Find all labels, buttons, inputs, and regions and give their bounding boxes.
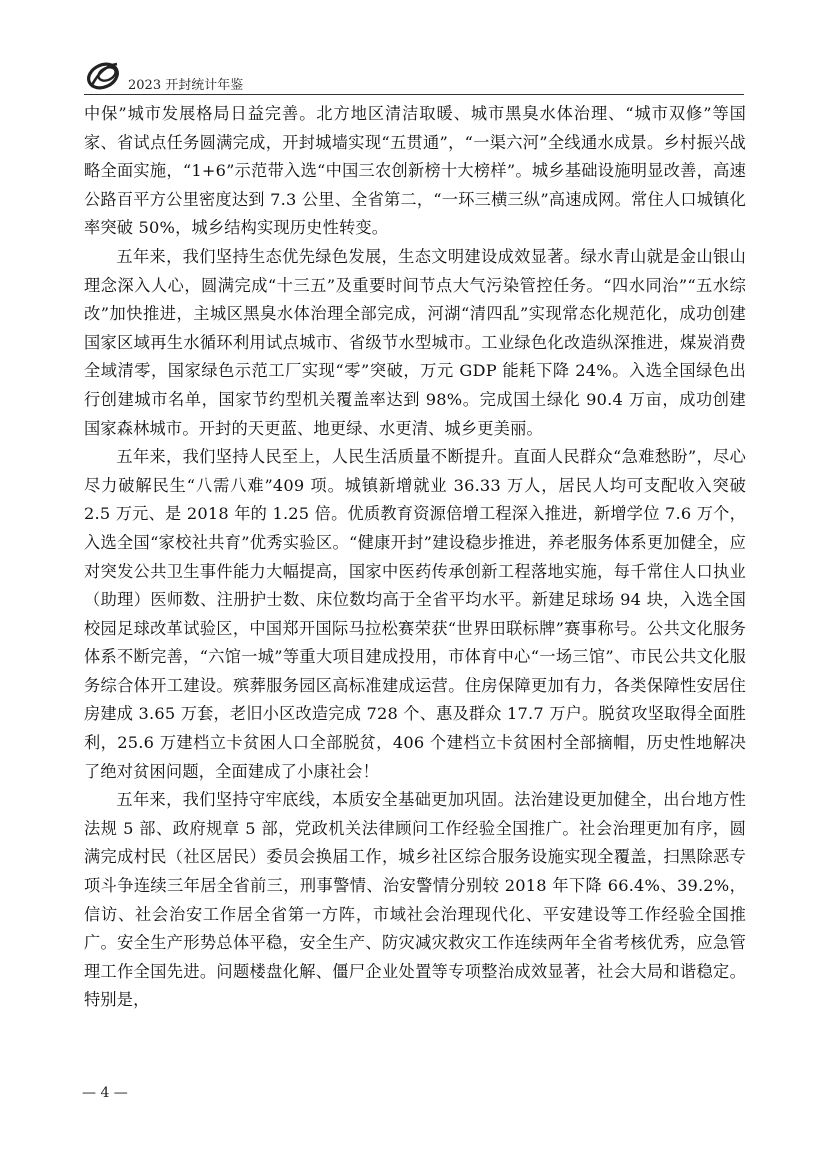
page-number: — 4 — xyxy=(82,1085,128,1101)
paragraph-livelihood: 五年来，我们坚持人民至上，人民生活质量不断提升。直面人民群众“急难愁盼”，尽心尽力破解民生“八需八难”409 项。城镇新增就业 36.33 万人，居民人均可支配收入突破 2.5 万元、是 2018 年的 1.25 倍。优质教育资源倍增工程深入推进，新增学位 7.6 万个，入选全国“家校社共育”优秀实验区。“健康开封”建设稳步推进，养老服务体系更加健全，应对突发公共卫生事件能力大幅提高，国家中医药传承创新工程落地实施，每千常住人口执业（助理）医师数、注册护士数、床位数均高于全省平均水平。新建足球场 94 块，入选全国校园足球改革试验区，中国郑开国际马拉松赛荣获“世界田联标牌”赛事称号。公共文化服务体系不断完善，“六馆一城”等重大项目建成投用，市体育中心“一场三馆”、市民公共文化服务综合体开工建设。殡葬服务园区高标准建成运营。住房保障更加有力，各类保障性安居住房建成 3.65 万套，老旧小区改造完成 728 个、惠及群众 17.7 万户。脱贫攻坚取得全面胜利，25.6 万建档立卡贫困人口全部脱贫，406 个建档立卡贫困村全部摘帽，历史性地解决了绝对贫困问题，全面建成了小康社会！ xyxy=(84,447,746,781)
document-body xyxy=(84,100,746,1015)
yearbook-title: 2023 开封统计年鉴 xyxy=(128,78,244,93)
paragraph-ecology: 五年来，我们坚持生态优先绿色发展，生态文明建设成效显著。绿水青山就是金山银山理念深入人心，圆满完成“十三五”及重要时间节点大气污染管控任务。“四水同治”“五水综改”加快推进，主城区黑臭水体治理全部完成，河湖“清四乱”实现常态化规范化，成功创建国家区域再生水循环利用试点城市、省级节水型城市。工业绿色化改造纵深推进，煤炭消费全域清零，国家绿色示范工厂实现“零”突破，万元 GDP 能耗下降 24%。入选全国绿色出行创建城市名单，国家节约型机关覆盖率达到 98%。完成国土绿化 90.4 万亩，成功创建国家森林城市。开封的天更蓝、地更绿、水更清、城乡更美丽。 xyxy=(84,246,746,438)
paragraph-continuation: 中保”城市发展格局日益完善。北方地区清洁取暖、城市黑臭水体治理、“城市双修”等国家、省试点任务圆满完成，开封城墙实现“五贯通”，“一渠六河”全线通水成景。乡村振兴战略全面实施，“1+6”示范带入选“中国三农创新榜十大榜样”。城乡基础设施明显改善，高速公路百平方公里密度达到 7.3 公里、全省第二，“一环三横三纵”高速成网。常住人口城镇化率突破 50%，城乡结构实现历史性转变。 xyxy=(84,104,746,238)
page-header xyxy=(84,58,744,98)
header-divider xyxy=(84,94,744,95)
yearbook-logo-icon xyxy=(84,58,124,94)
paragraph-safety: 五年来，我们坚持守牢底线，本质安全基础更加巩固。法治建设更加健全，出台地方性法规 5 部、政府规章 5 部，党政机关法律顾问工作经验全国推广。社会治理更加有序，圆满完成村民（社区居民）委员会换届工作，城乡社区综合服务设施实现全覆盖，扫黑除恶专项斗争连续三年居全省前三，刑事警情、治安警情分别较 2018 年下降 66.4%、39.2%，信访、社会治安工作居全省第一方阵，市域社会治理现代化、平安建设等工作经验全国推广。安全生产形势总体平稳，安全生产、防灾减灾救灾工作连续两年全省考核优秀，应急管理工作全国先进。问题楼盘化解、僵尸企业处置等专项整治成效显著，社会大局和谐稳定。特别是， xyxy=(84,790,746,1010)
